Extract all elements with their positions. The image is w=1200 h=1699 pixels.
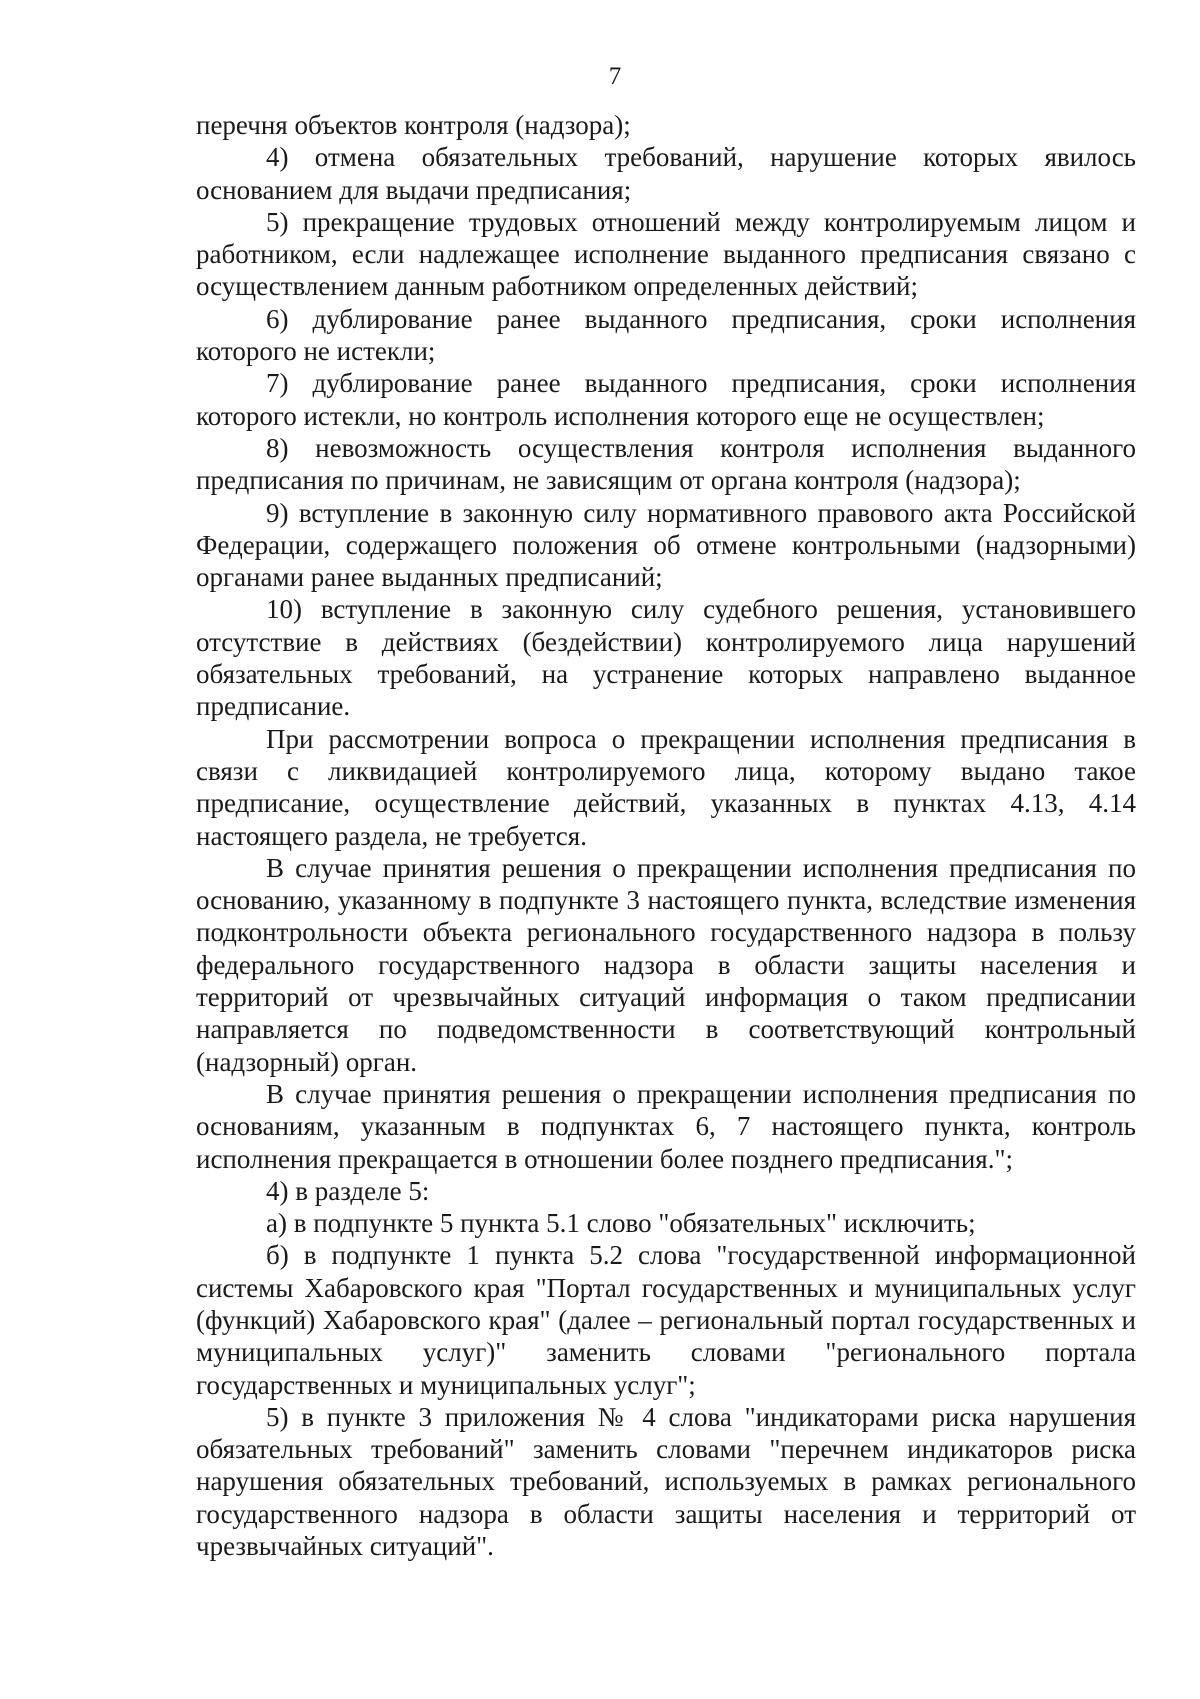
paragraph-section-5: 4) в разделе 5: [266,1175,430,1206]
paragraph-liquidation: При рассмотрении вопроса о прекращении исполнения предписания в связи с ликвидацией контролируемого лица, которому выдано такое предписание, осуществление действий, указанных в пунктах 4.13, 4.14 настоящего раздела, не требуется. [196,723,1136,851]
paragraph-later-order: В случае принятия решения о прекращении исполнения предписания по основаниям, указанным в подпунктах 6, 7 настоящего пункта, контроль исполнения прекращается в отношении более позднего предписания."; [196,1078,1136,1174]
page-number: 7 [608,63,622,90]
paragraph-annex-4: 5) в пункте 3 приложения № 4 слова "индикаторами риска нарушения обязательных требований" заменить словами "перечнем индикаторов риска нарушения обязательных требований, используемых в рамках регионального государственного надзора в области защиты населения и территорий от чрезвычайных ситуаций". [196,1401,1136,1562]
document-body [196,109,1136,1562]
paragraph-subitem-a: а) в подпункте 5 пункта 5.1 слово "обязательных" исключить; [266,1208,976,1239]
paragraph-item-8: 8) невозможность осуществления контроля исполнения выданного предписания по причинам, не зависящим от органа контроля (надзора); [196,432,1136,496]
paragraph-item-6: 6) дублирование ранее выданного предписания, сроки исполнения которого не истекли; [196,303,1136,367]
paragraph-subitem-b: б) в подпункте 1 пункта 5.2 слова "государственной информационной системы Хабаровского края "Портал государственных и муниципальных услуг (функций) Хабаровского края" (далее – региональный портал государственных и муниципальных услуг)" заменить словами "регионального портала государственных и муниципальных услуг"; [196,1240,1136,1400]
paragraph-item-10: 10) вступление в законную силу судебного решения, установившего отсутствие в действиях (бездействии) контролируемого лица нарушений обязательных требований, на устранение которых направлено выданное предписание. [196,594,1136,722]
paragraph-item-7: 7) дублирование ранее выданного предписания, сроки исполнения которого истекли, но контроль исполнения которого еще не осуществлен; [196,368,1136,431]
paragraph-continuation: перечня объектов контроля (надзора); [196,110,631,140]
paragraph-item-9: 9) вступление в законную силу нормативного правового акта Российской Федерации, содержащего положения об отмене контрольными (надзорными) органами ранее выданных предписаний; [196,497,1136,593]
paragraph-item-4: 4) отмена обязательных требований, нарушение которых явилось основанием для выдачи предписания; [196,142,1136,205]
paragraph-item-5: 5) прекращение трудовых отношений между контролируемым лицом и работником, если надлежащее исполнение выданного предписания связано с осуществлением данным работником определенных действий; [196,206,1136,302]
paragraph-subordination-change: В случае принятия решения о прекращении исполнения предписания по основанию, указанному в подпункте 3 настоящего пункта, вследствие изменения подконтрольности объекта регионального государственного надзора в пользу федерального государственного надзора в области защиты населения и территорий от чрезвычайных ситуаций информация о таком предписании направляется по подведомственности в соответствующий контрольный (надзорный) орган. [196,852,1136,1077]
